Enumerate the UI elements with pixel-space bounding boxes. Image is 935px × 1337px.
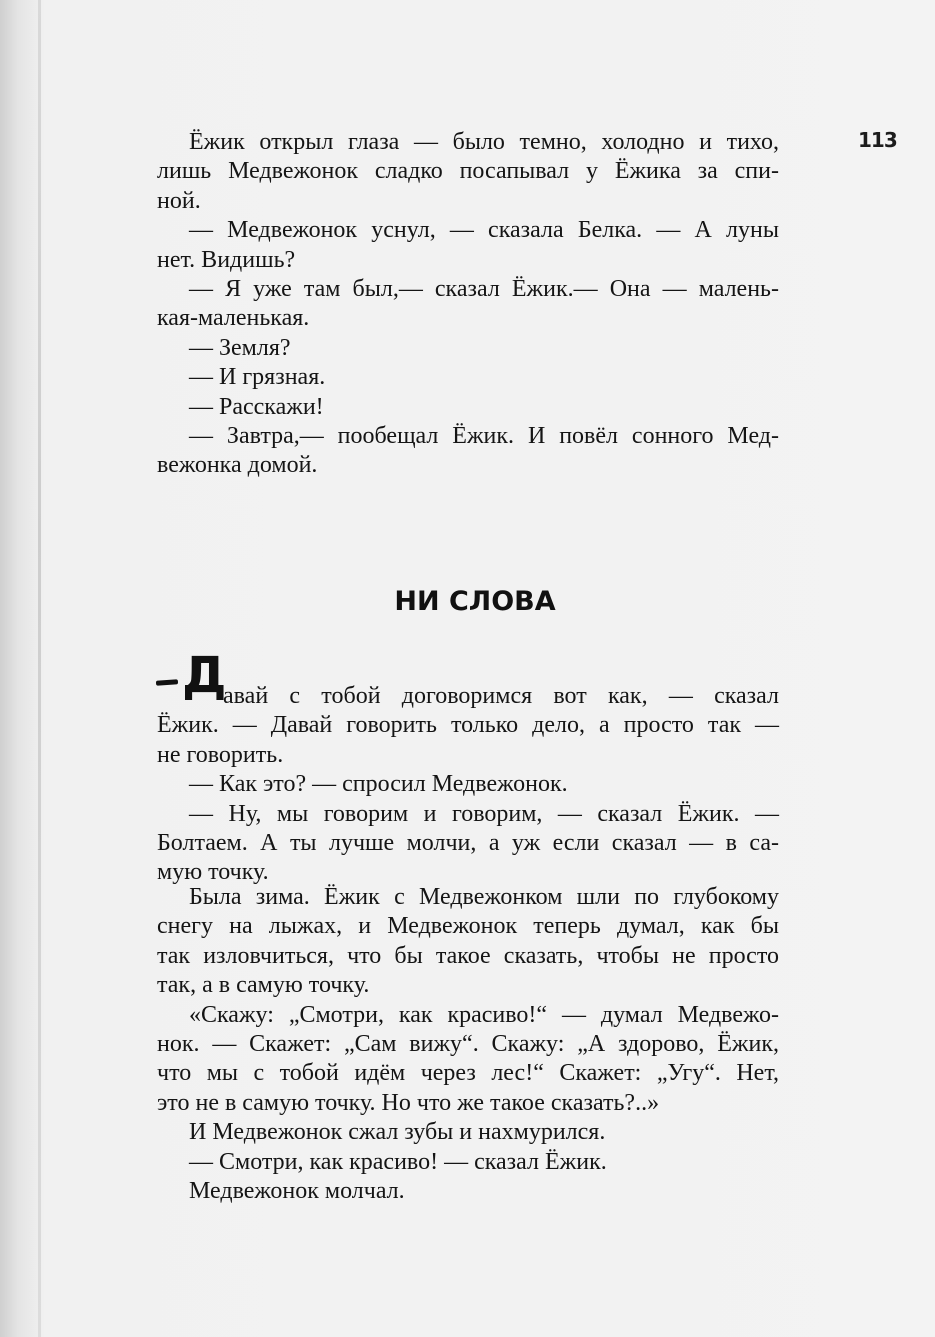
page-number: 113 (858, 128, 897, 152)
text-line: Ёжик. — Давай говорить только дело, а просто так — (157, 712, 779, 739)
text-line: Болтаем. А ты лучше молчи, а уж если сказал — в са- (157, 829, 779, 856)
text-line: так изловчиться, что бы такое сказать, чтобы не просто (157, 942, 779, 969)
text-line: И Медвежонок сжал зубы и нахмурился. (189, 1119, 606, 1146)
text-section-three (157, 883, 779, 1206)
text-line: авай с тобой договоримся вот как, — сказал (223, 683, 779, 709)
text-line: лишь Медвежонок сладко посапывал у Ёжика за спи- (157, 158, 779, 185)
text-line: — Как это? — спросил Медвежонок. (189, 771, 568, 798)
text-section-two (157, 682, 779, 888)
text-line: — Расскажи! (189, 393, 324, 420)
text-line: ной. (157, 187, 201, 214)
text-line: нет. Видишь? (157, 246, 296, 273)
text-line: вежонка домой. (157, 452, 318, 479)
text-line: — И грязная. (189, 364, 326, 391)
text-line: Была зима. Ёжик с Медвежонком шли по глубокому (189, 884, 779, 910)
text-line: не говорить. (157, 741, 284, 768)
text-line: Медвежонок молчал. (189, 1177, 405, 1204)
text-line: кая-маленькая. (157, 305, 310, 332)
text-line: — Я уже там был,— сказал Ёжик.— Она — малень- (189, 275, 779, 302)
text-line: — Завтра,— пообещал Ёжик. И повёл сонного Мед- (189, 422, 779, 449)
text-section-one (157, 128, 779, 481)
text-line: снегу на лыжах, и Медвежонок теперь думал, как бы (157, 913, 779, 940)
text-line: «Скажу: „Смотри, как красиво!“ — думал Медвежо- (189, 1001, 779, 1028)
text-line: — Смотри, как красиво! — сказал Ёжик. (189, 1148, 607, 1175)
text-line: — Медвежонок уснул, — сказала Белка. — А луны (189, 217, 779, 244)
text-line: нок. — Скажет: „Сам вижу“. Скажу: „А здорово, Ёжик, (157, 1030, 779, 1057)
text-line: Ёжик открыл глаза — было темно, холодно и тихо, (189, 129, 779, 155)
text-line: что мы с тобой идём через лес!“ Скажет: „Угу“. Нет, (157, 1060, 779, 1087)
page-gutter (38, 0, 41, 1337)
text-line: так, а в самую точку. (157, 972, 370, 999)
text-line: это не в самую точку. Но что же такое сказать?..» (157, 1089, 660, 1116)
text-line: — Земля? (189, 334, 291, 361)
chapter-title: НИ СЛОВА (394, 586, 556, 617)
text-line: мую точку. (157, 859, 269, 886)
text-line: — Ну, мы говорим и говорим, — сказал Ёжик. — (189, 800, 779, 827)
dropcap-letter: Д (182, 646, 227, 704)
